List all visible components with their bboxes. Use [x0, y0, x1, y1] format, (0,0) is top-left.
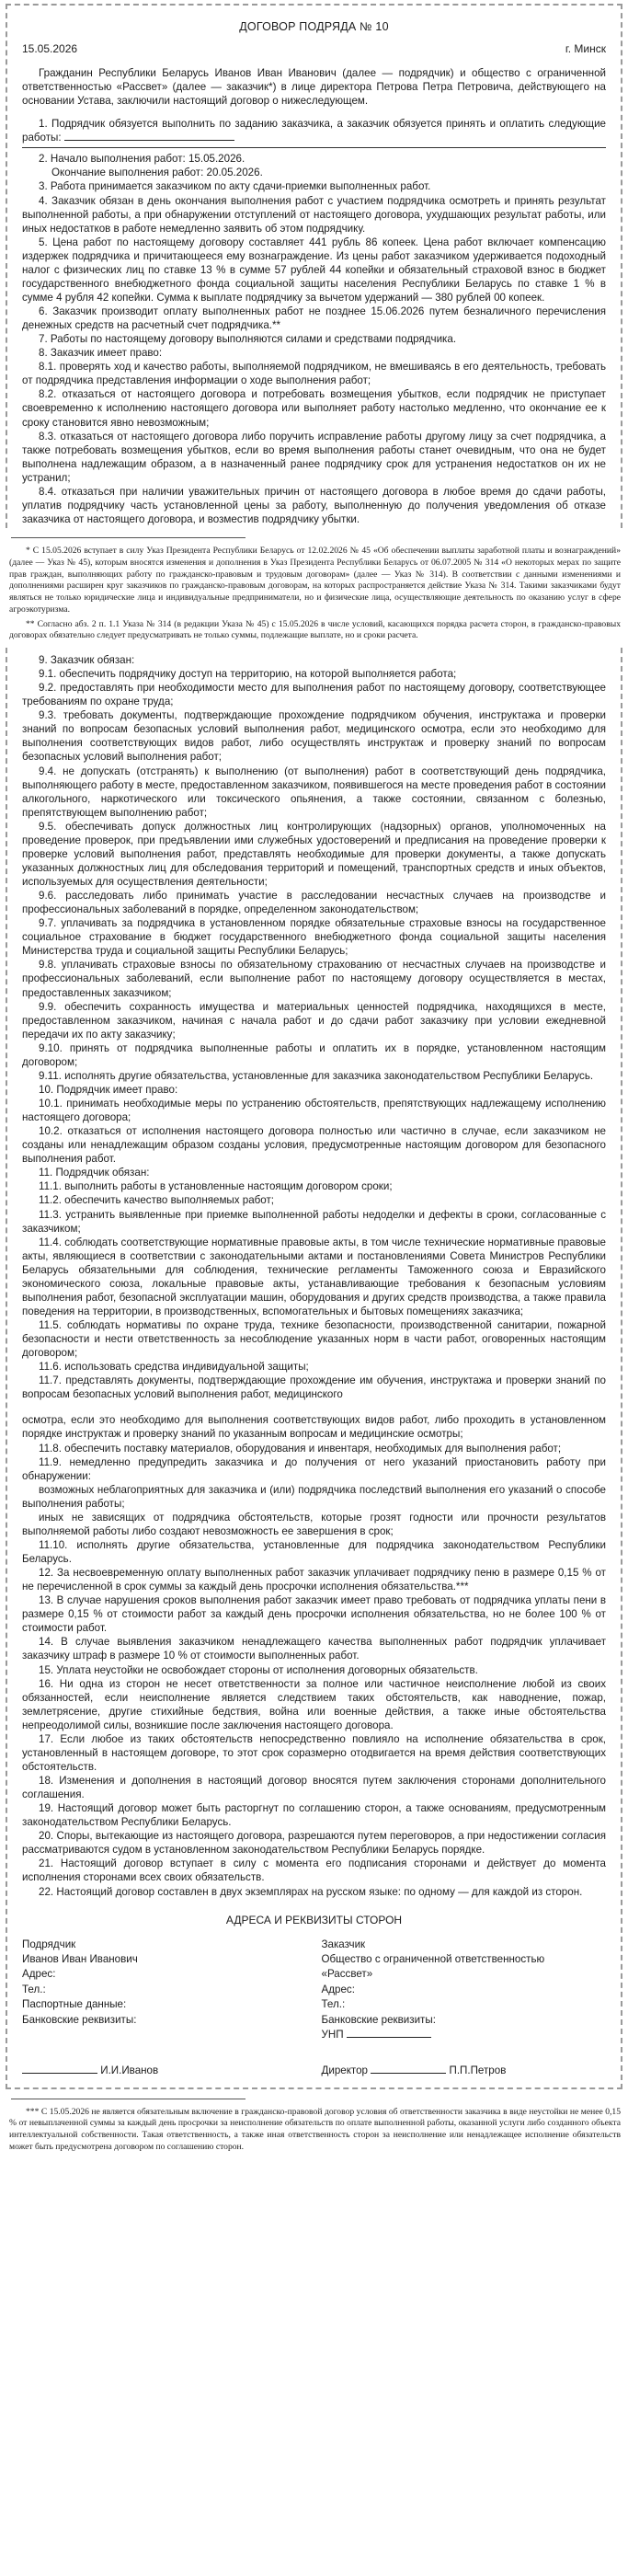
- customer-unp-label: УНП: [321, 2029, 344, 2041]
- customer-signature-name: П.П.Петров: [449, 2064, 507, 2076]
- clause-1-blank-line2[interactable]: [22, 147, 606, 148]
- clause-15: 15. Уплата неустойки не освобождает стороны от исполнения договорных обязательств.: [39, 1663, 478, 1676]
- contract-body-top: [6, 4, 622, 528]
- customer-address-label: Адрес:: [321, 1983, 355, 1995]
- footnote-separator: [11, 537, 245, 538]
- contractor-column: [22, 1938, 314, 2043]
- clause-11-2: 11.2. обеспечить качество выполняемых работ;: [39, 1194, 275, 1207]
- footnote-2: ** Согласно абз. 2 п. 1.1 Указа № 314 (в редакции Указа № 45) с 15.05.2026 в числе условий, касающихся порядка расчета сторон, в гражданско-правовых договорах обязательно следует предусматривать не только суммы, подлежащие выплате, но и сроки расчета.: [9, 618, 621, 641]
- clause-14: 14. В случае выявления заказчиком ненадлежащего качества выполненных работ подрядчик уплачивает заказчику штраф в размере 10 % от стоимости выполненных работ.: [22, 1636, 606, 1662]
- clause-9-8: 9.8. уплачивать страховые взносы по обязательному страхованию от несчастных случаев на производстве и профессиональных заболеваний, если выполнение работ по настоящему договору осуществляется в местах, предоставленных заказчиком;: [22, 959, 606, 999]
- customer-name-line1: Общество с ограниченной ответственностью: [321, 1953, 545, 1966]
- footnote-3: *** С 15.05.2026 не является обязательным включение в гражданско-правовой договор условия об ответственности заказчика в виде неустойки не менее 0,15 % от невыплаченной суммы за каждый день просрочки за неисполнение обязательств по оплате выполненной работы, оказанной услуги либо созданного объекта интеллектуальной собственности. Такая ответственность, а также иная ответственность сторон за неисполнение или ненадлежащее исполнение обязательств может быть предусмотрена договором по соглашению сторон.: [9, 2106, 621, 2152]
- clause-4: 4. Заказчик обязан в день окончания выполнения работ с участием подрядчика осмотреть и принять результат выполненной работы, а при обнаружении отступлений от настоящего договора, ухудшающих результат работы, или иных недостатков в работе немедленно заявить об этом подрядчику.: [22, 194, 606, 235]
- clause-9: 9. Заказчик обязан:: [39, 654, 135, 666]
- clause-9-7: 9.7. уплачивать за подрядчика в установленном порядке обязательные страховые взносы на государственное социальное страхование в бюджет государственного внебюджетного фонда социальной защиты населения Министерства труда и социальной защиты Республики Беларусь;: [22, 917, 606, 958]
- clause-9-9: 9.9. обеспечить сохранность имущества и материальных ценностей подрядчика, находящихся в месте, предоставленном заказчиком, начиная с начала работ и до сдачи работ заказчику при условии ежедневной передачи их по акту заказчику;: [22, 1000, 606, 1041]
- clause-9-6: 9.6. расследовать либо принимать участие в расследовании несчастных случаев на производстве и профессиональных заболеваний в порядке, определенном законодательством;: [22, 890, 606, 916]
- customer-role: Заказчик: [321, 1938, 366, 1950]
- footnote-1: * С 15.05.2026 вступает в силу Указ Президента Республики Беларусь от 12.02.2026 № 45 «Об обеспечении выплаты заработной платы и вознаграждений» (далее — Указ № 45), которым вносятся изменения и дополнения в Указ Президента Республики Беларусь от 06.07.2005 № 314 «О некоторых мерах по защите прав граждан, выполняющих работу по гражданско-правовым и трудовым договорам» (далее — Указ № 314). В соответствии с данными изменениями и дополнениями расширен круг заказчиков по гражданско-правовым договорам, на которых распространяется действие Указа № 314. Такими заказчиками будут являться не только юридические лица и индивидуальные предприниматели, но и физические лица, осуществляющие деятельность по оказанию услуг в сфере агроэкотуризма.: [9, 546, 621, 615]
- clause-20: 20. Споры, вытекающие из настоящего договора, разрешаются путем переговоров, а при недостижении согласия рассматриваются судом в установленном законодательством Республики Беларусь порядке.: [22, 1830, 606, 1857]
- clause-9-5: 9.5. обеспечивать допуск должностных лиц контролирующих (надзорных) органов, уполномоченных на проведение проверок, при предъявлении ими служебных удостоверений и предписания на проведение проверки к проверке условий выполнения работ, представлять необходимые для проверки документы, а также допускать указанных должностных лиц для обследования территорий и помещений, транспортных средств и иных объектов, используемых для осуществления деятельности;: [22, 820, 606, 888]
- clause-22: 22. Настоящий договор составлен в двух экземплярах на русском языке: по одному — для каждой из сторон.: [39, 1885, 583, 1898]
- clause-19: 19. Настоящий договор может быть расторгнут по соглашению сторон, а также основаниям, предусмотренным законодательством Республики Беларусь.: [22, 1802, 606, 1829]
- clause-6: 6. Заказчик производит оплату выполненных работ не позднее 15.06.2026 путем безналичного перечисления денежных средств на расчетный счет подрядчика.**: [22, 305, 606, 332]
- clause-8-1: 8.1. проверять ход и качество работы, выполняемой подрядчиком, не вмешиваясь в его деятельность, требовать от подрядчика представления информации о ходе выполнения работ;: [22, 361, 606, 387]
- requisites-title: АДРЕСА И РЕКВИЗИТЫ СТОРОН: [225, 1913, 403, 1926]
- contractor-name: Иванов Иван Иванович: [22, 1953, 138, 1966]
- contract-body-bottom: [6, 648, 622, 2089]
- clause-11-4: 11.4. соблюдать соответствующие нормативные правовые акты, в том числе технические нормативные правовые акты, являющиеся в соответствии с законодательными актами и постановлениями Совета Министров Республики Беларусь обязательными для соблюдения, технические регламенты Таможенного союза и Евразийского экономического союза, локальные правовые акты, устанавливающие требования к безопасным условиям выполнения работ, безопасной эксплуатации машин, оборудования и других средств производства, а также правила поведения на территории, в производственных, вспомогательных и бытовых помещениях заказчика;: [22, 1236, 606, 1317]
- clause-8-4: 8.4. отказаться при наличии уважительных причин от настоящего договора в любое время до сдачи работы, уплатив подрядчику часть установленной цены за работу, выполненную до получения уведомления об отказе заказчика от настоящего договора, и возместив подрядчику убытки.: [22, 485, 606, 525]
- clause-9-10: 9.10. принять от подрядчика выполненные работы и оплатить их в порядке, установленном настоящим договором;: [22, 1041, 606, 1068]
- customer-phone-label: Тел.:: [321, 1998, 346, 2011]
- clause-12: 12. За несвоевременную оплату выполненных работ заказчик уплачивает подрядчику пеню в размере 0,15 % от не перечисленной в срок суммы за каждый день просрочки исполнения обязательства.***: [22, 1567, 606, 1593]
- contractor-address-label: Адрес:: [22, 1968, 56, 1981]
- contractor-passport-label: Паспортные данные:: [22, 1998, 127, 2011]
- contractor-signature-blank[interactable]: [22, 2064, 97, 2074]
- clause-10: 10. Подрядчик имеет право:: [39, 1083, 178, 1096]
- preamble: Гражданин Республики Беларусь Иванов Иван Иванович (далее — подрядчик) и общество с ограниченной ответственностью «Рассвет» (далее — заказчик*) в лице директора Петрова Петра Петровича, действующего на основании Устава, заключили настоящий договор о нижеследующем.: [22, 67, 606, 108]
- clause-2: 2. Начало выполнения работ: 15.05.2026.: [39, 153, 245, 166]
- clause-10-2: 10.2. отказаться от исполнения настоящего договора полностью или частично в случае, если заказчиком не созданы или ненадлежащим образом созданы условия, предусмотренные настоящим договором для безопасного выполнения работ.: [22, 1125, 606, 1166]
- clause-18: 18. Изменения и дополнения в настоящий договор вносятся путем заключения сторонами дополнительного соглашения.: [22, 1775, 606, 1801]
- signature-row: [22, 2064, 606, 2076]
- contractor-phone-label: Тел.:: [22, 1983, 46, 1995]
- clause-8: 8. Заказчик имеет право:: [39, 347, 163, 360]
- customer-unp-row: [322, 2028, 607, 2042]
- contract-date: 15.05.2026: [22, 42, 78, 55]
- clause-21: 21. Настоящий договор вступает в силу с момента его подписания сторонами и действует до момента исполнения сторонами всех своих обязательств.: [22, 1857, 606, 1884]
- clause-9-2: 9.2. предоставлять при необходимости место для выполнения работ по настоящему договору, соответствующее требованиям по охране труда;: [22, 682, 606, 708]
- contractor-bank-label: Банковские реквизиты:: [22, 2013, 137, 2026]
- clause-11-10: 11.10. исполнять другие обязательства, установленные для подрядчика законодательством Республики Беларусь.: [22, 1538, 606, 1565]
- clause-3: 3. Работа принимается заказчиком по акту сдачи-приемки выполненных работ.: [39, 180, 431, 193]
- clause-11-9-a: возможных неблагоприятных для заказчика и (или) подрядчика последствий выполнения его указаний о способе выполнения работы;: [22, 1483, 606, 1510]
- clause-11-7: 11.7. представлять документы, подтверждающие прохождение им обучения, инструктажа и проверки знаний по вопросам безопасных условий выполнения работ, медицинского: [22, 1374, 606, 1401]
- clause-2b: Окончание выполнения работ: 20.05.2026.: [51, 167, 263, 179]
- clause-17: 17. Если любое из таких обстоятельств непосредственно повлияло на исполнение обязательства в срок, установленный в настоящем договоре, то этот срок соразмерно отодвигается на время действия соответствующих обстоятельств.: [22, 1732, 606, 1773]
- requisites-block: [22, 1938, 606, 2043]
- clause-9-1: 9.1. обеспечить подрядчику доступ на территорию, на которой выполняется работа;: [39, 668, 457, 681]
- meta-row: [22, 42, 606, 55]
- customer-signature: [314, 2064, 607, 2076]
- clause-11-1: 11.1. выполнить работы в установленные настоящим договором сроки;: [39, 1180, 393, 1193]
- clause-9-11: 9.11. исполнять другие обязательства, установленные для заказчика законодательством Республики Беларусь.: [39, 1069, 594, 1082]
- customer-column: [314, 1938, 607, 2043]
- clause-11-8: 11.8. обеспечить поставку материалов, оборудования и инвентаря, необходимых для выполнения работ;: [39, 1442, 562, 1455]
- clause-11-9-b: иных не зависящих от подрядчика обстоятельств, которые грозят годности или прочности результатов выполняемой работы либо создают невозможность ее завершения в срок;: [22, 1511, 606, 1537]
- customer-unp-blank[interactable]: [347, 2028, 431, 2038]
- contractor-signature: [22, 2064, 314, 2076]
- clause-13: 13. В случае нарушения сроков выполнения работ заказчик имеет право требовать от подрядчика уплаты пени в размере 0,15 % от стоимости работ за каждый день просрочки исполнения обязательства, но не более 100 % от стоимости работ.: [22, 1594, 606, 1635]
- clause-11-7-cont: осмотра, если это необходимо для выполнения соответствующих видов работ, либо проходить в установленном порядке инструктаж и проверку знаний по указанным вопросам и медицинские осмотры;: [22, 1414, 606, 1441]
- clause-1: 1. Подрядчик обязуется выполнить по заданию заказчика, а заказчик обязуется принять и оплатить следующие работы:: [22, 118, 606, 144]
- clause-10-1: 10.1. принимать необходимые меры по устранению обстоятельств, препятствующих надлежащему исполнению настоящего договора;: [22, 1098, 606, 1124]
- clause-16: 16. Ни одна из сторон не несет ответственности за полное или частичное неисполнение любой из своих обязанностей, если неисполнение является следствием таких обстоятельств, как наводнение, пожар, землетрясение, другие стихийные бедствия, война или военные действия, а также иные обстоятельства непреодолимой силы, возникшие после заключения настоящего договора.: [22, 1677, 606, 1731]
- customer-bank-label: Банковские реквизиты:: [321, 2013, 436, 2026]
- contractor-signature-name: И.И.Иванов: [100, 2064, 159, 2076]
- footnotes-bottom: [9, 2099, 621, 2154]
- contractor-role: Подрядчик: [22, 1938, 76, 1950]
- clause-9-4: 9.4. не допускать (отстранять) к выполнению (от выполнения) работ в соответствующий день подрядчика, выполняющего работу в месте, предоставленном заказчиком, появившегося на месте проведения работ в состоянии алкогольного, наркотического или токсического опьянения, а также состоянии, связанном с болезнью, препятствующем выполнению работ;: [22, 765, 606, 819]
- clause-8-2: 8.2. отказаться от настоящего договора и потребовать возмещения убытков, если подрядчик не приступает своевременно к исполнению настоящего договора или выполняет работу настолько медленно, что окончание ее к сроку становится явно невозможным;: [22, 388, 606, 429]
- page-title: ДОГОВОР ПОДРЯДА № 10: [239, 20, 389, 33]
- clause-11-6: 11.6. использовать средства индивидуальной защиты;: [39, 1361, 309, 1374]
- clause-8-3: 8.3. отказаться от настоящего договора либо поручить исправление работы другому лицу за счет подрядчика, а также потребовать возмещения убытков, если во время выполнения работы станет очевидным, что она не будет выполнена надлежащим образом, а в назначенный ранее подрядчику срок для устранения недостатков он их не устранил;: [22, 430, 606, 484]
- customer-signature-role: Директор: [321, 2064, 369, 2076]
- clause-11: 11. Подрядчик обязан:: [39, 1167, 150, 1179]
- footnotes-middle: [9, 537, 621, 642]
- contract-page: [0, 4, 628, 2154]
- clause-1-blank[interactable]: [64, 131, 234, 141]
- clause-7: 7. Работы по настоящему договору выполняются силами и средствами подрядчика.: [39, 333, 457, 346]
- clause-5: 5. Цена работ по настоящему договору составляет 441 рубль 86 копеек. Цена работ включает компенсацию издержек подрядчика и причитающееся ему вознаграждение. Из цены работ заказчиком удерживается подоходный налог с физических лиц по ставке 13 % в сумме 57 рублей 44 копейки и обязательный страховой взнос в бюджет государственного внебюджетного фонда социальной защиты населения Республики Беларусь по ставке 1 % в сумме 4 рубля 42 копейки. Сумма к выплате подрядчику за вычетом удержаний — 380 рублей 00 копеек.: [22, 236, 606, 304]
- clause-11-9: 11.9. немедленно предупредить заказчика и до получения от него указаний приостановить работу при обнаружении:: [22, 1455, 606, 1482]
- clause-9-3: 9.3. требовать документы, подтверждающие прохождение подрядчиком обучения, инструктажа и проверки знаний по вопросам безопасных условий выполнения работ, медицинского осмотра, если это необходимо для выполнения соответствующих видов работ, либо осуществлять инструктаж и проверку знаний по вопросам безопасных условий выполнения работ;: [22, 709, 606, 764]
- customer-signature-blank[interactable]: [371, 2064, 446, 2074]
- contract-city: г. Минск: [565, 42, 606, 55]
- customer-name-line2: «Рассвет»: [321, 1968, 373, 1981]
- clause-11-5: 11.5. соблюдать нормативы по охране труда, технике безопасности, производственной санитарии, пожарной безопасности и нести ответственность за несоблюдение указанных норм в части работ, оговоренных настоящим договором;: [22, 1319, 606, 1360]
- clause-11-3: 11.3. устранить выявленные при приемке выполненной работы недоделки и дефекты в сроки, согласованные с заказчиком;: [22, 1208, 606, 1235]
